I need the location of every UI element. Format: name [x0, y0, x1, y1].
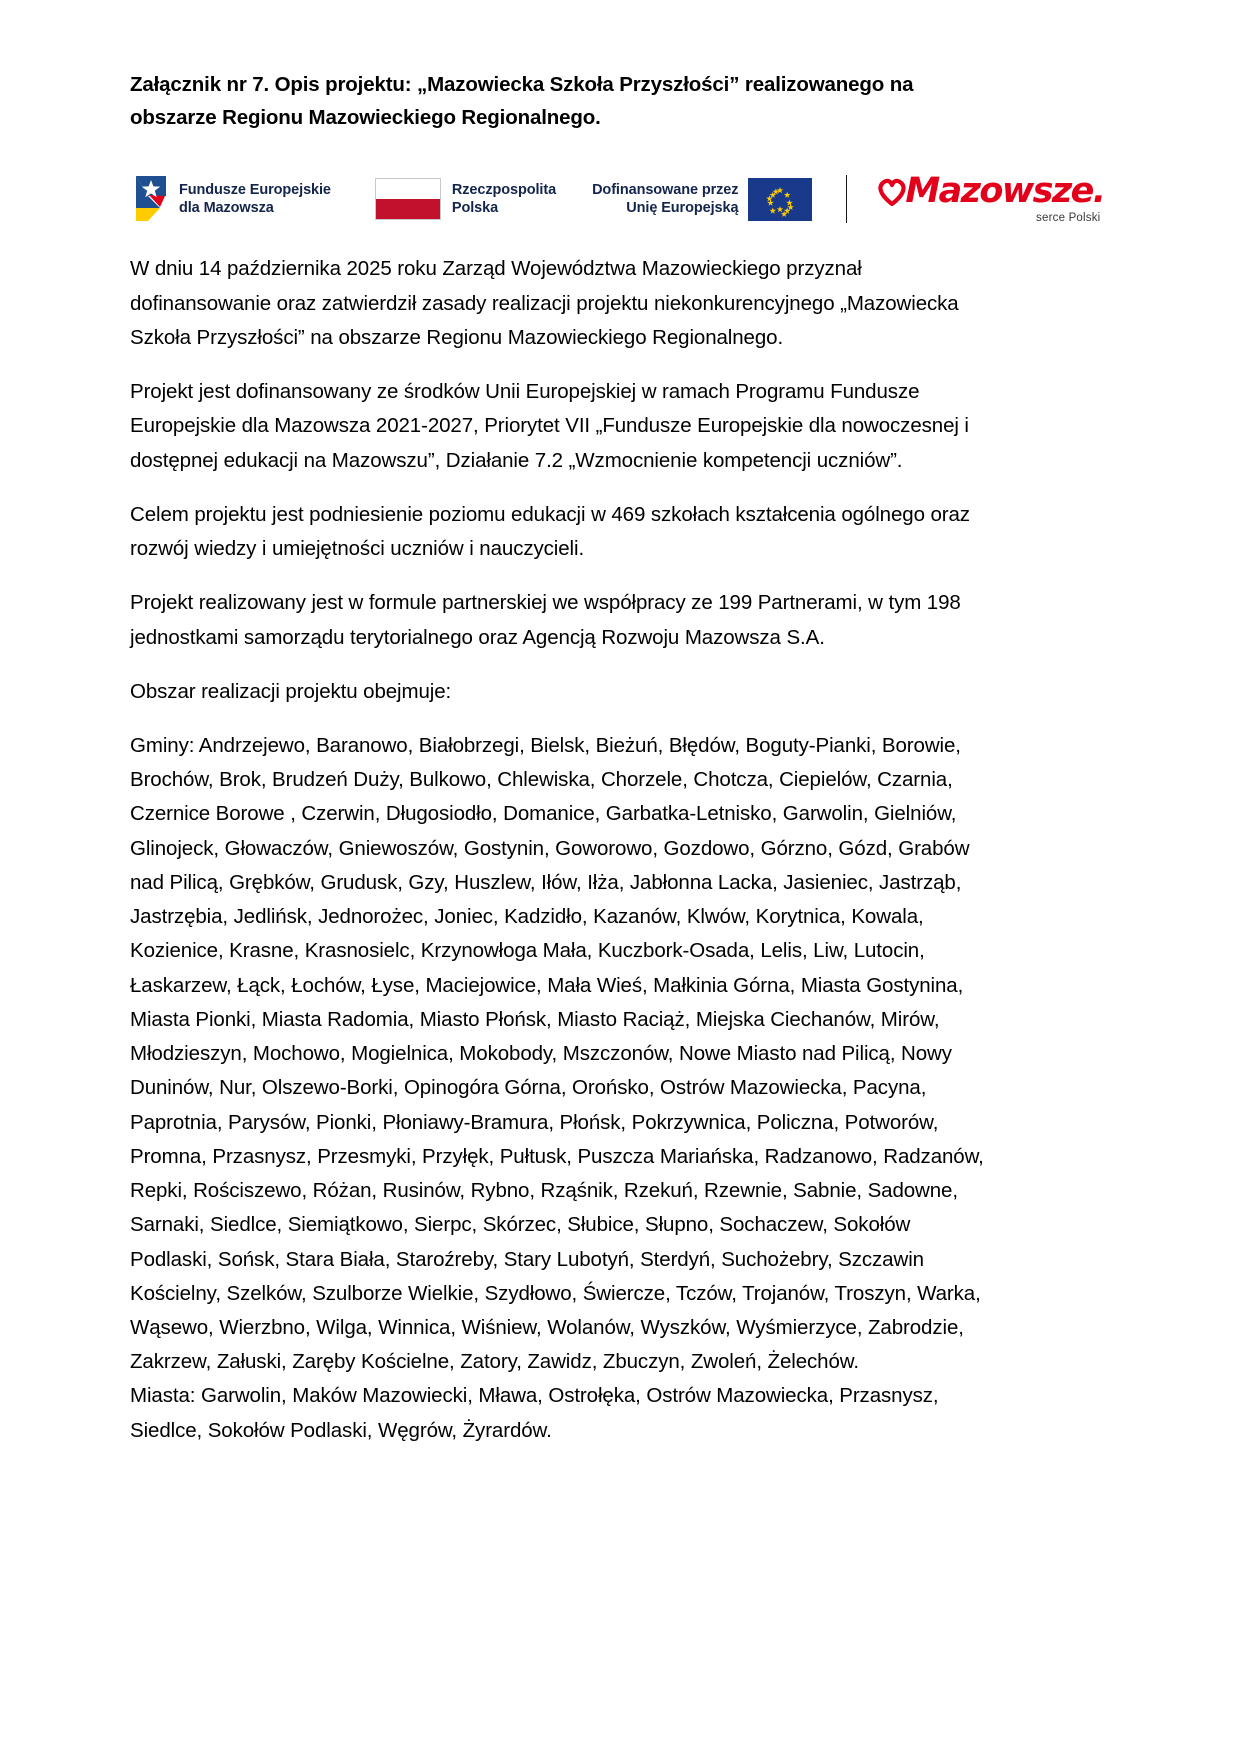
- miasta-list: Miasta: Garwolin, Maków Mazowiecki, Mława, Ostrołęka, Ostrów Mazowiecka, Przasnysz, Siedlce, Sokołów Podlaski, Węgrów, Żyrardów.: [130, 1384, 939, 1442]
- paragraph-area-intro: Obszar realizacji projektu obejmuje:: [130, 679, 452, 703]
- logo-fundusze-europejskie: [130, 174, 331, 224]
- heart-icon: [877, 177, 907, 207]
- fe-line-1: Fundusze Europejskie: [179, 182, 331, 199]
- eu-flag-icon: [748, 178, 812, 221]
- logo-mazowsze: [877, 171, 1105, 225]
- flag-stripe-white: [376, 179, 440, 199]
- pl-line-1: Rzeczpospolita: [451, 182, 557, 199]
- fundusze-europejskie-label: [179, 181, 331, 218]
- unia-label: [592, 181, 738, 218]
- poland-flag-icon: [375, 178, 441, 220]
- logo-divider: [846, 175, 847, 223]
- paragraph-funding: Projekt jest dofinansowany ze środków Unii Europejskiej w ramach Programu Fundusze Europejskie dla Mazowsza 2021-2027, Priorytet VII „Fundusze Europejskie dla nowoczesnej i dostępnej edukacji na Mazowszu”, Działanie 7.2 „Wzmocnienie kompetencji uczniów”.: [130, 380, 969, 472]
- gminy-list: Gminy: Andrzejewo, Baranowo, Białobrzegi, Bielsk, Bieżuń, Błędów, Boguty-Pianki, Borowie, Brochów, Brok, Brudzeń Duży, Bulkowo, Chlewiska, Chorzele, Chotcza, Ciepielów, Czarnia, Czernice Borowe , Czerwin, Długosiodło, Domanice, Garbatka-Letnisko, Garwolin, Gielniów, Glinojeck, Głowaczów, Gniewoszów, Gostynin, Goworowo, Gozdowo, Górzno, Gózd, Grabów nad Pilicą, Grębków, Grudusk, Gzy, Huszlew, Iłów, Iłża, Jabłonna Lacka, Jasieniec, Jastrząb, Jastrzębia, Jedlińsk, Jednorożec, Joniec, Kadzidło, Kazanów, Klwów, Korytnica, Kowala, Kozienice, Krasne, Krasnosielc, Krzynowłoga Mała, Kuczbork-Osada, Lelis, Liw, Lutocin, Łaskarzew, Łąck, Łochów, Łyse, Maciejowice, Mała Wieś, Małkinia Górna, Miasta Gostynina, Miasta Pionki, Miasta Radomia, Miasto Płońsk, Miasto Raciąż, Miejska Ciechanów, Mirów, Młodzieszyn, Mochowo, Mogielnica, Mokobody, Mszczonów, Nowe Miasto nad Pilicą, Nowy Duninów, Nur, Olszewo-Borki, Opinogóra Górna, Orońsko, Ostrów Mazowiecka, Pacyna, Paprotnia, Parysów, Pionki, Płoniawy-Bramura, Płońsk, Pokrzywnica, Policzna, Potworów, Promna, Przasnysz, Przesmyki, Przyłęk, Pułtusk, Puszcza Mariańska, Radzanowo, Radzanów, Repki, Rościszewo, Różan, Rusinów, Rybno, Rząśnik, Rzekuń, Rzewnie, Sabnie, Sadowne, Sarnaki, Siedlce, Siemiątkowo, Sierpc, Skórzec, Słubice, Słupno, Sochaczew, Sokołów Podlaski, Sońsk, Stara Biała, Staroźreby, Stary Lubotyń, Sterdyń, Suchożebry, Szczawin Kościelny, Szelków, Szulborze Wielkie, Szydłowo, Świercze, Tczów, Trojanów, Troszyn, Warka, Wąsewo, Wierzbno, Wilga, Winnica, Wiśniew, Wolanów, Wyszków, Wyśmierzyce, Zabrodzie, Zakrzew, Załuski, Zaręby Kościelne, Zatory, Zawidz, Zbuczyn, Zwoleń, Żelechów.: [130, 733, 984, 1374]
- rzeczpospolita-label: [452, 181, 556, 218]
- logo-unia-europejska: [592, 178, 812, 221]
- logo-rzeczpospolita-polska: [375, 178, 556, 220]
- eu-line-2: Unię Europejską: [626, 200, 739, 217]
- funding-logo-bar: [130, 168, 1111, 230]
- paragraph-intro: W dniu 14 października 2025 roku Zarząd Województwa Mazowieckiego przyznał dofinansowanie oraz zatwierdził zasady realizacji projektu niekonkurencyjnego „Mazowiecka Szkoła Przyszłości” na obszarze Regionu Mazowieckiego Regionalnego.: [130, 257, 959, 349]
- mazowsze-wordmark: Mazowsze.: [905, 171, 1105, 212]
- fe-line-2: dla Mazowsza: [179, 200, 274, 217]
- eu-line-1: Dofinansowane przez: [592, 182, 739, 199]
- mazowsze-tagline: serce Polski: [1036, 212, 1101, 225]
- flag-stripe-red: [376, 199, 440, 219]
- paragraph-goal: Celem projektu jest podniesienie poziomu edukacji w 469 szkołach kształcenia ogólnego oraz rozwój wiedzy i umiejętności uczniów i nauczycieli.: [130, 502, 970, 561]
- paragraph-partners: Projekt realizowany jest w formule partnerskiej we współpracy ze 199 Partnerami, w tym 198 jednostkami samorządu terytorialnego oraz Agencją Rozwoju Mazowsza S.A.: [130, 591, 961, 649]
- pl-line-2: Polska: [451, 200, 499, 217]
- document-body: [130, 252, 1111, 1448]
- page-title: Załącznik nr 7. Opis projektu: „Mazowiecka Szkoła Przyszłości” realizowanego na obszarze Regionu Mazowieckiego Regionalnego.: [130, 73, 914, 130]
- fundusze-europejskie-icon: [130, 174, 170, 224]
